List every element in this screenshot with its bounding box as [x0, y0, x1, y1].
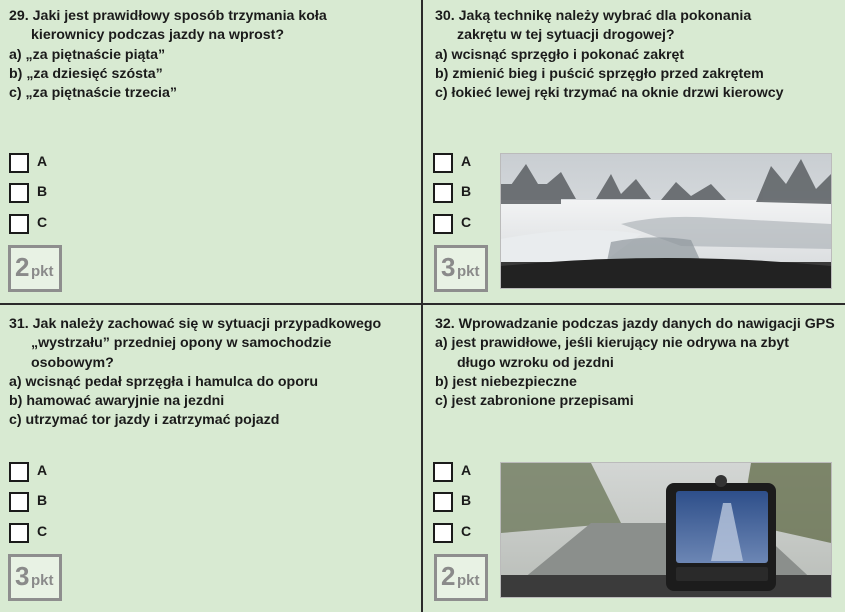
- answer-c[interactable]: [9, 214, 89, 236]
- points-value: 3: [15, 561, 30, 591]
- question-30-option-b: b) zmienić bieg i puścić sprzęgło przed zakrętem: [435, 65, 764, 82]
- answer-label: A: [461, 462, 472, 478]
- points-value: 2: [441, 561, 456, 591]
- answer-checkbox[interactable]: [433, 183, 453, 203]
- question-30-stem: 30. Jaką technikę należy wybrać dla pokonania: [435, 8, 752, 24]
- answer-label: A: [461, 153, 472, 169]
- question-32-option-b: b) jest niebezpieczne: [435, 373, 577, 390]
- question-31-stem-cont-2: osobowym?: [31, 354, 114, 371]
- answer-b[interactable]: [9, 183, 89, 205]
- points-value: 3: [441, 252, 456, 282]
- answer-label: C: [37, 214, 48, 230]
- answer-checkbox[interactable]: [9, 523, 29, 543]
- question-29: [9, 7, 409, 103]
- answer-c[interactable]: [9, 523, 89, 545]
- question-29-option-c: c) „za piętnaście trzecia”: [9, 85, 177, 102]
- question-29-stem-cont: kierownicy podczas jazdy na wprost?: [31, 27, 285, 44]
- question-31: [9, 315, 414, 431]
- points-badge: [434, 245, 488, 292]
- answer-checkbox[interactable]: [433, 462, 453, 482]
- gps-navigation-photo: [500, 462, 832, 598]
- answer-checkbox[interactable]: [9, 153, 29, 173]
- answer-checkbox[interactable]: [9, 214, 29, 234]
- vertical-divider: [421, 0, 423, 612]
- question-32-stem: 32. Wprowadzanie podczas jazdy danych do nawigacji GPS: [435, 316, 835, 332]
- answer-a[interactable]: [9, 462, 89, 484]
- points-unit: pkt: [457, 572, 480, 589]
- answer-label: B: [461, 492, 472, 508]
- snowy-road-photo: [500, 153, 832, 289]
- answer-label: C: [37, 523, 48, 539]
- question-32-option-c: c) jest zabronione przepisami: [435, 393, 634, 410]
- answer-checkbox[interactable]: [433, 523, 453, 543]
- question-30-option-a: a) wcisnąć sprzęgło i pokonać zakręt: [435, 46, 685, 63]
- answer-checkbox[interactable]: [9, 183, 29, 203]
- answer-checkbox[interactable]: [433, 214, 453, 234]
- points-unit: pkt: [457, 263, 480, 280]
- answer-label: C: [461, 523, 472, 539]
- question-31-stem: 31. Jak należy zachować się w sytuacji przypadkowego: [9, 316, 382, 332]
- points-unit: pkt: [31, 572, 54, 589]
- points-badge: [434, 554, 488, 601]
- snowy-road-image: [501, 154, 831, 288]
- answer-checkbox[interactable]: [433, 153, 453, 173]
- answer-checkbox[interactable]: [9, 462, 29, 482]
- gps-device-image: [501, 463, 831, 597]
- answer-a[interactable]: [9, 153, 89, 175]
- answer-checkbox[interactable]: [9, 492, 29, 512]
- question-31-option-a: a) wcisnąć pedał sprzęgła i hamulca do oporu: [9, 373, 319, 390]
- question-30: [435, 7, 840, 103]
- horizontal-divider: [0, 303, 845, 305]
- answer-b[interactable]: [9, 492, 89, 514]
- question-32: [435, 315, 840, 411]
- answer-label: B: [37, 183, 48, 199]
- points-unit: pkt: [31, 263, 54, 280]
- question-32-option-a: a) jest prawidłowe, jeśli kierujący nie odrywa na zbyt: [435, 335, 790, 352]
- question-31-option-b: b) hamować awaryjnie na jezdni: [9, 393, 225, 410]
- answer-label: B: [37, 492, 48, 508]
- answer-checkbox[interactable]: [433, 492, 453, 512]
- points-badge: [8, 554, 62, 601]
- answer-label: B: [461, 183, 472, 199]
- points-badge: [8, 245, 62, 292]
- answer-label: A: [37, 153, 48, 169]
- question-32-option-a-cont: długo wzroku od jezdni: [457, 354, 614, 371]
- question-31-stem-cont-1: „wystrzału” przedniej opony w samochodzie: [31, 335, 332, 352]
- question-30-option-c: c) łokieć lewej ręki trzymać na oknie drzwi kierowcy: [435, 85, 784, 102]
- answer-label: C: [461, 214, 472, 230]
- question-30-stem-cont: zakrętu w tej sytuacji drogowej?: [457, 27, 675, 44]
- points-value: 2: [15, 252, 30, 282]
- question-29-option-b: b) „za dziesięć szósta”: [9, 65, 163, 82]
- question-31-option-c: c) utrzymać tor jazdy i zatrzymać pojazd: [9, 412, 280, 429]
- answer-label: A: [37, 462, 48, 478]
- question-29-option-a: a) „za piętnaście piąta”: [9, 46, 166, 63]
- question-29-stem: 29. Jaki jest prawidłowy sposób trzymania koła: [9, 8, 327, 24]
